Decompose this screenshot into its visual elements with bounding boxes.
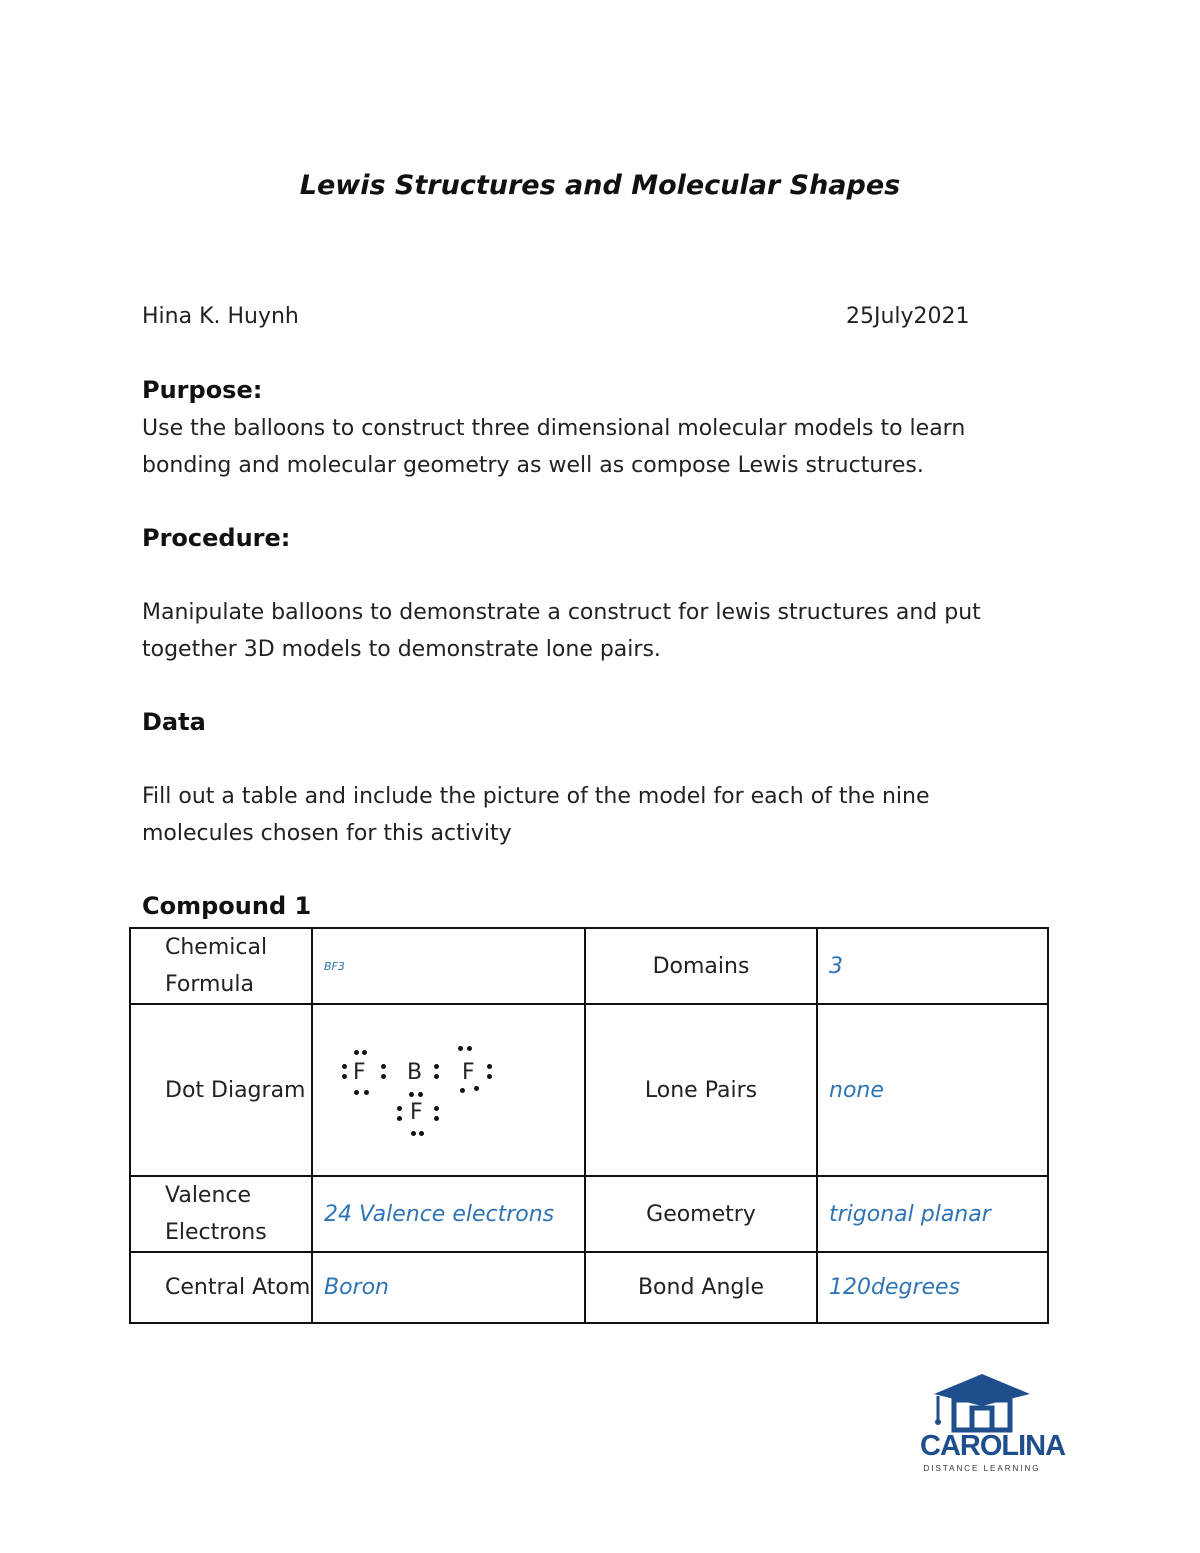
electron-dot [362, 1050, 367, 1055]
electron-dot [458, 1046, 463, 1051]
logo-wordmark: CAROLINA [920, 1430, 1066, 1462]
page-title: Lewis Structures and Molecular Shapes [299, 170, 901, 201]
electron-dot [487, 1074, 492, 1079]
fluorine-atom-right: F [462, 1060, 475, 1085]
electron-dot [381, 1064, 386, 1069]
logo-subtitle: DISTANCE LEARNING [923, 1464, 1041, 1473]
central-atom-label: Central Atom [130, 1252, 312, 1323]
electron-dot [397, 1106, 402, 1111]
procedure-text: Manipulate balloons to demonstrate a construct for lewis structures and put together 3D models to demonstrate lone pairs. [142, 600, 981, 662]
dot-diagram-cell [312, 1004, 585, 1176]
electron-dot [342, 1074, 347, 1079]
lone-pairs-label: Lone Pairs [585, 1004, 817, 1176]
compound-heading: Compound 1 [142, 892, 312, 920]
electron-dot [409, 1092, 414, 1097]
geometry-label: Geometry [585, 1176, 817, 1252]
table-row [130, 1252, 1048, 1323]
chemical-formula-value: BF3 [312, 928, 585, 1004]
purpose-text: Use the balloons to construct three dimensional molecular models to learn bonding and molecular geometry as well as compose Lewis structures. [142, 416, 966, 478]
table-row [130, 1004, 1048, 1176]
domains-label: Domains [585, 928, 817, 1004]
geometry-value: trigonal planar [817, 1176, 1048, 1252]
electron-dot [467, 1046, 472, 1051]
compound-table [129, 927, 1049, 1324]
domains-value: 3 [817, 928, 1048, 1004]
report-date: 25July2021 [846, 304, 970, 329]
carolina-logo [920, 1372, 1066, 1478]
electron-dot [381, 1074, 386, 1079]
electron-dot [419, 1131, 424, 1136]
electron-dot [460, 1088, 465, 1093]
electron-dot [354, 1050, 359, 1055]
bond-angle-value: 120degrees [817, 1252, 1048, 1323]
chemical-formula-label: Chemical Formula [130, 928, 312, 1004]
electron-dot [434, 1064, 439, 1069]
boron-atom: B [407, 1060, 423, 1085]
author-name: Hina K. Huynh [142, 304, 299, 329]
electron-dot [354, 1090, 359, 1095]
valence-electrons-label: Valence Electrons [130, 1176, 312, 1252]
electron-dot [434, 1116, 439, 1121]
data-heading: Data [142, 708, 206, 736]
data-text: Fill out a table and include the picture of the model for each of the nine molecules chosen for this activity [142, 784, 930, 846]
fluorine-atom-left: F [353, 1060, 366, 1085]
lewis-dot-diagram [335, 1030, 535, 1150]
table-row [130, 1176, 1048, 1252]
electron-dot [364, 1090, 369, 1095]
dot-diagram-label: Dot Diagram [130, 1004, 312, 1176]
electron-dot [411, 1131, 416, 1136]
purpose-heading: Purpose: [142, 376, 263, 404]
electron-dot [434, 1106, 439, 1111]
fluorine-atom-bottom: F [410, 1100, 423, 1125]
electron-dot [487, 1064, 492, 1069]
table-row [130, 928, 1048, 1004]
bond-angle-label: Bond Angle [585, 1252, 817, 1323]
electron-dot [342, 1064, 347, 1069]
valence-electrons-value: 24 Valence electrons [312, 1176, 585, 1252]
electron-dot [434, 1074, 439, 1079]
electron-dot [474, 1086, 479, 1091]
electron-dot [418, 1092, 423, 1097]
central-atom-value: Boron [312, 1252, 585, 1323]
electron-dot [397, 1116, 402, 1121]
lone-pairs-value: none [817, 1004, 1048, 1176]
procedure-heading: Procedure: [142, 524, 291, 552]
